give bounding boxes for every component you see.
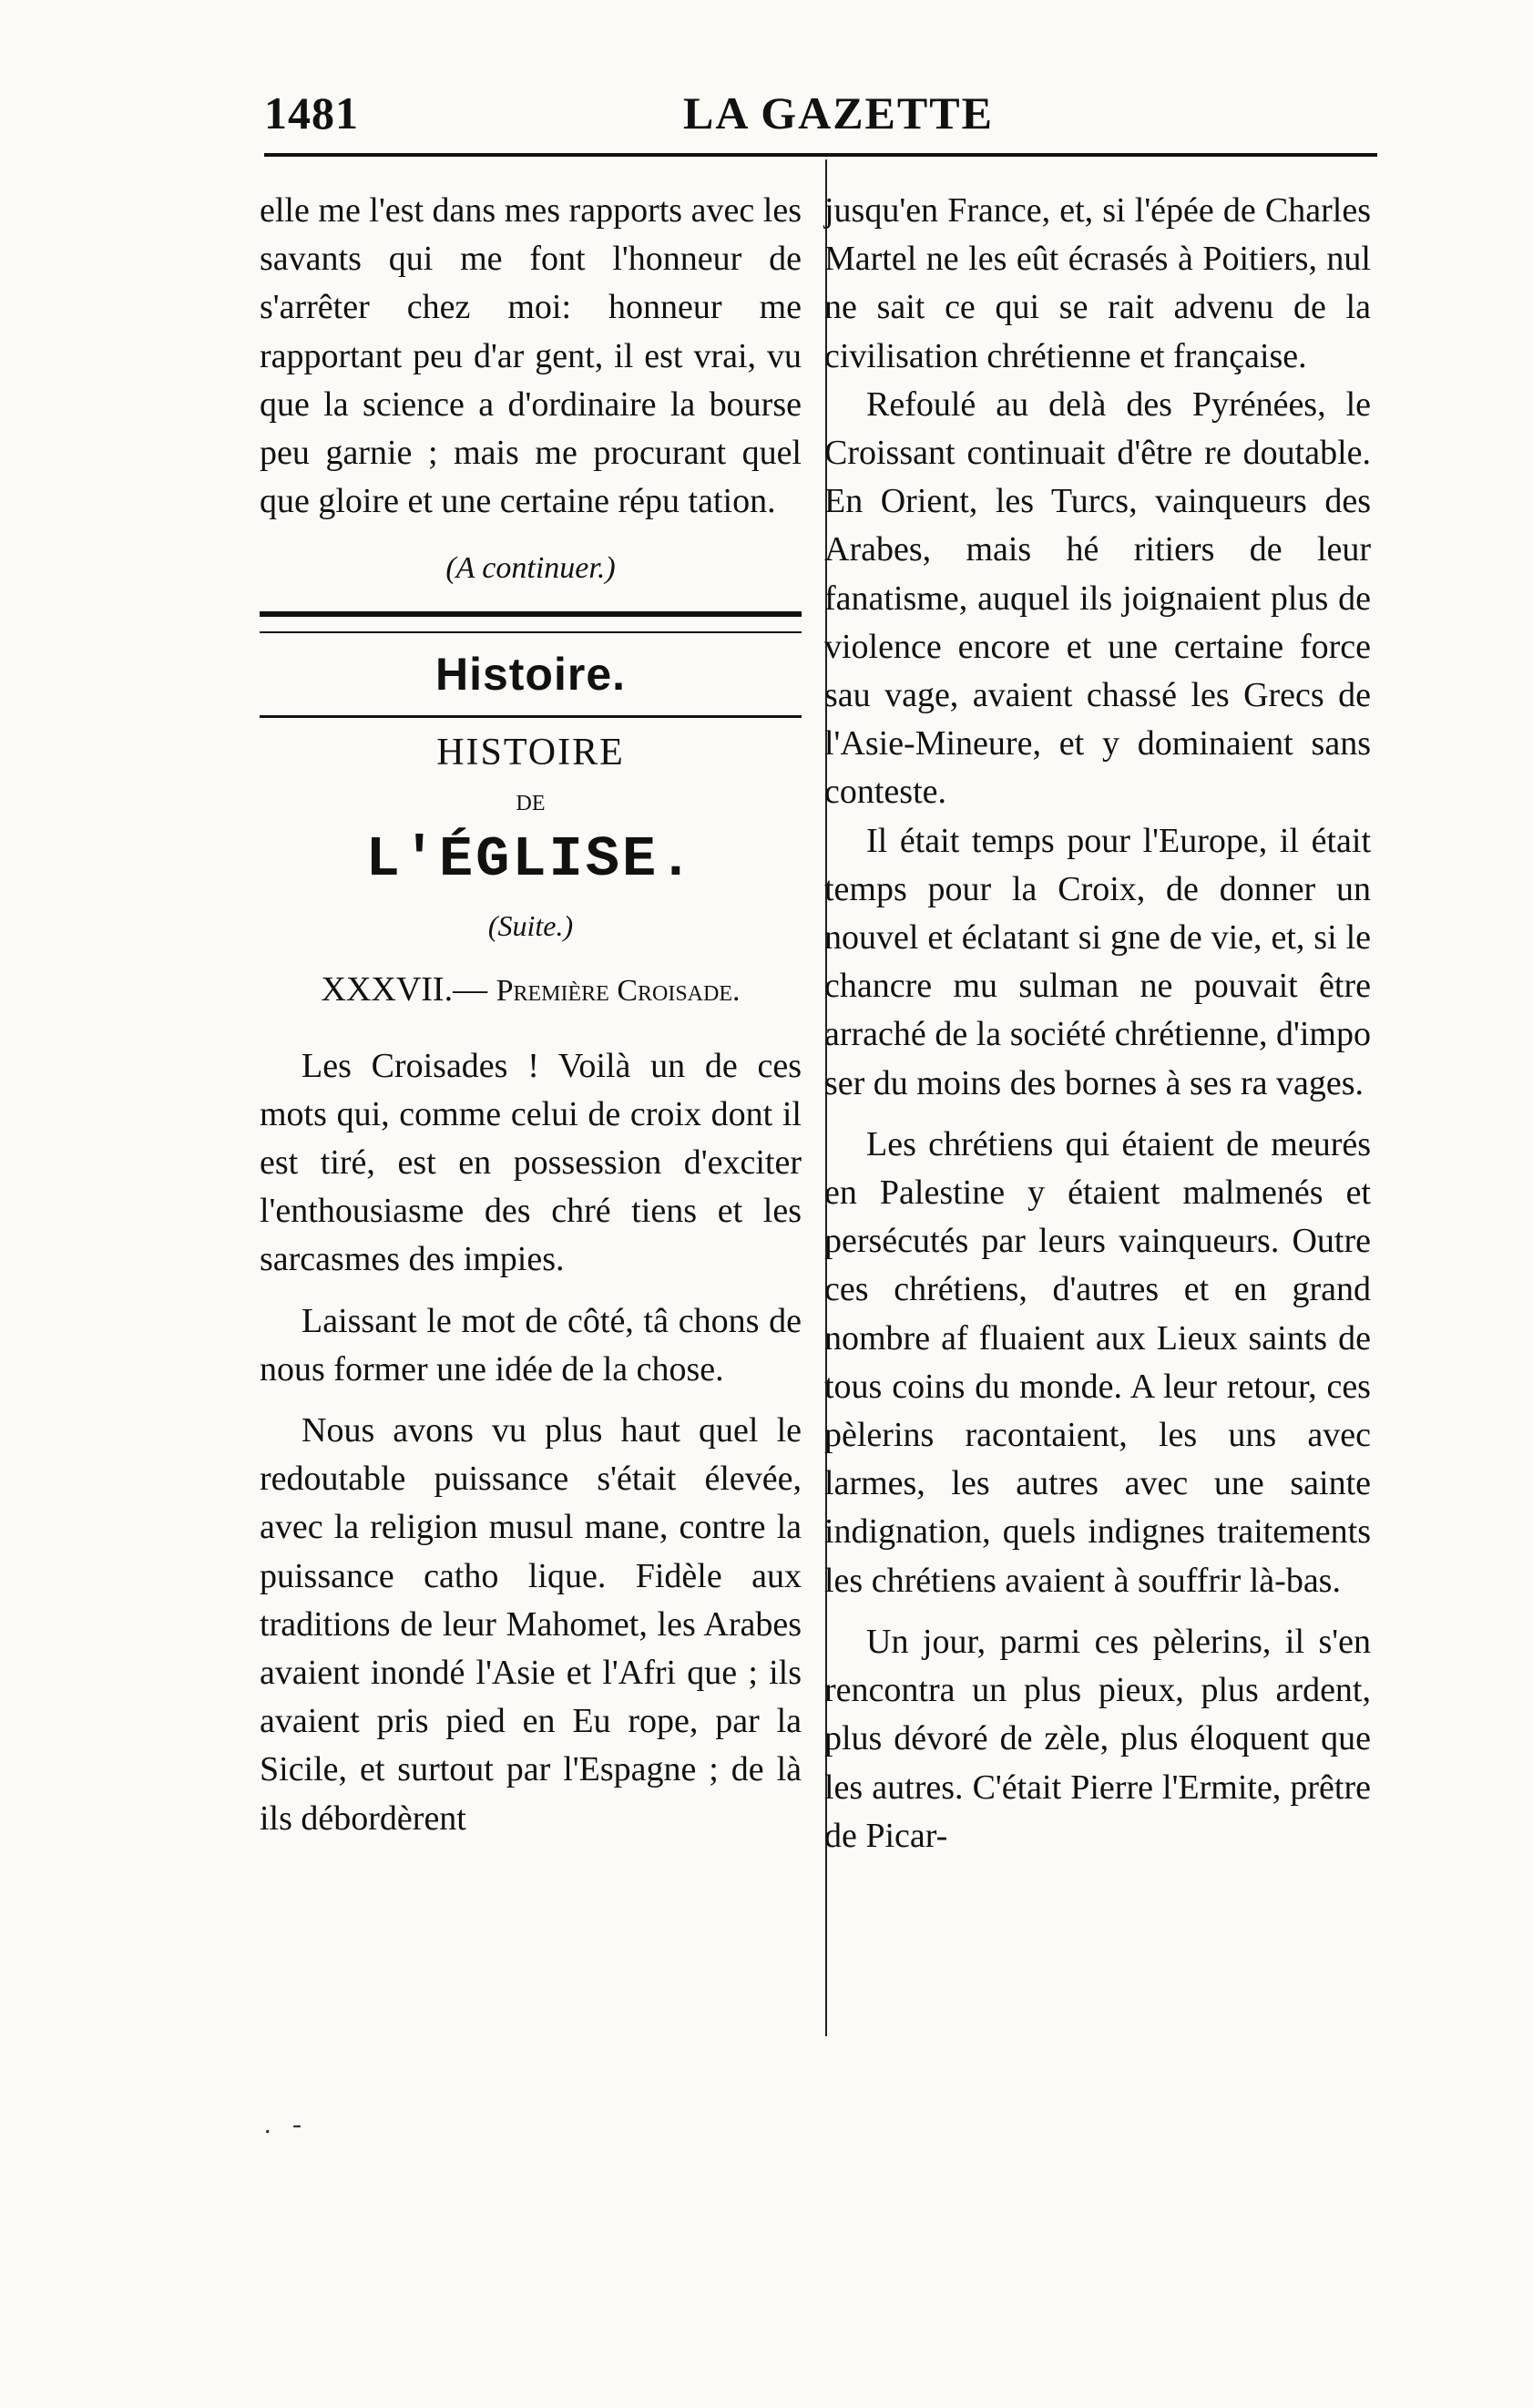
to-be-continued-note: (A continuer.): [445, 551, 616, 586]
chapter-heading: [260, 962, 802, 1019]
footer-mark: . -: [264, 2109, 309, 2139]
left-column: [260, 187, 802, 1843]
paragraph: Il était temps pour l'Europe, il était temps pour la Croix, de donner un nouvel et éclatant si gne de vie, et, si le chancre mu sulman ne pouvait être arraché de la société chrétienne, d'impo ser du moins des bornes à ses ra vages.: [824, 821, 1372, 1102]
paragraph: Un jour, parmi ces pèlerins, il s'en rencontra un plus pieux, plus ardent, plus dévoré de zèle, plus éloquent que les autres. C'était Pierre l'Ermite, prêtre de Picar-: [824, 1622, 1371, 1855]
page-number: 1481: [264, 87, 359, 138]
paragraph: Refoulé au delà des Pyrénées, le Croissant continuait d'être re doutable. En Orient, les Turcs, vainqueurs des Arabes, mais hé ritiers de leur fanatisme, auquel ils joignaient plus de violence encore et une certaine force sau vage, avaient chassé les Grecs de l'Asie-Mineure, et y dominaient sans conteste.: [824, 384, 1372, 812]
paragraph: Laissant le mot de côté, tâ chons de nous former une idée de la chose.: [260, 1301, 802, 1388]
header-rule: [264, 153, 1377, 157]
series-suite: (Suite.): [487, 908, 574, 942]
chapter-title: Première Croisade.: [496, 973, 741, 1008]
page-header: [264, 87, 1375, 141]
chapter-number: XXXVII.—: [321, 969, 488, 1009]
series-name: L'ÉGLISE.: [365, 826, 696, 892]
series-title: HISTOIRE: [436, 731, 625, 774]
paragraph: Les Croisades ! Voilà un de ces mots qui, comme celui de croix dont il est tiré, est en possession d'exciter l'enthousiasme des chré tiens et les sarcasmes des impies.: [260, 1046, 802, 1279]
paragraph: Nous avons vu plus haut quel le redoutable puissance s'était élevée, avec la religion musul mane, contre la puissance catho lique. Fidèle aux traditions de leur Mahomet, les Arabes avaient inondé l'Asie et l'Afri que ; ils avaient pris pied en Eu rope, par la Sicile, et surtout par l'Espagne ; de là ils débordèrent: [260, 1411, 802, 1838]
section-heading: Histoire.: [434, 648, 627, 700]
paragraph: jusqu'en France, et, si l'épée de Charles Martel ne les eût écrasés à Poitiers, nul ne sait ce qui se rait advenu de la civilisation chrétienne et française.: [824, 191, 1371, 375]
paragraph: Les chrétiens qui étaient de meurés en Palestine y étaient malmenés et persécutés par leurs vainqueurs. Outre ces chrétiens, d'autres et en grand nombre af fluaient aux Lieux saints de tous coins du monde. A leur retour, ces pèlerins racontaient, les uns avec larmes, les autres avec une sainte indignation, quels indignes traitements les chrétiens avaient à souffrir là-bas.: [824, 1124, 1372, 1600]
section-rule-top: [260, 611, 802, 633]
continued-paragraph: elle me l'est dans mes rapports avec les savants qui me font l'honneur de s'arrêter chez moi: honneur me rapportant peu d'ar gent, il est vrai, vu que la science a d'ordinaire la bourse peu garnie ; mais me procurant quel que gloire et une certaine répu tation.: [260, 191, 802, 521]
section-rule-bottom: [260, 715, 802, 718]
series-de: DE: [516, 791, 546, 815]
journal-title: LA GAZETTE: [683, 87, 994, 138]
right-column: [824, 187, 1371, 1860]
